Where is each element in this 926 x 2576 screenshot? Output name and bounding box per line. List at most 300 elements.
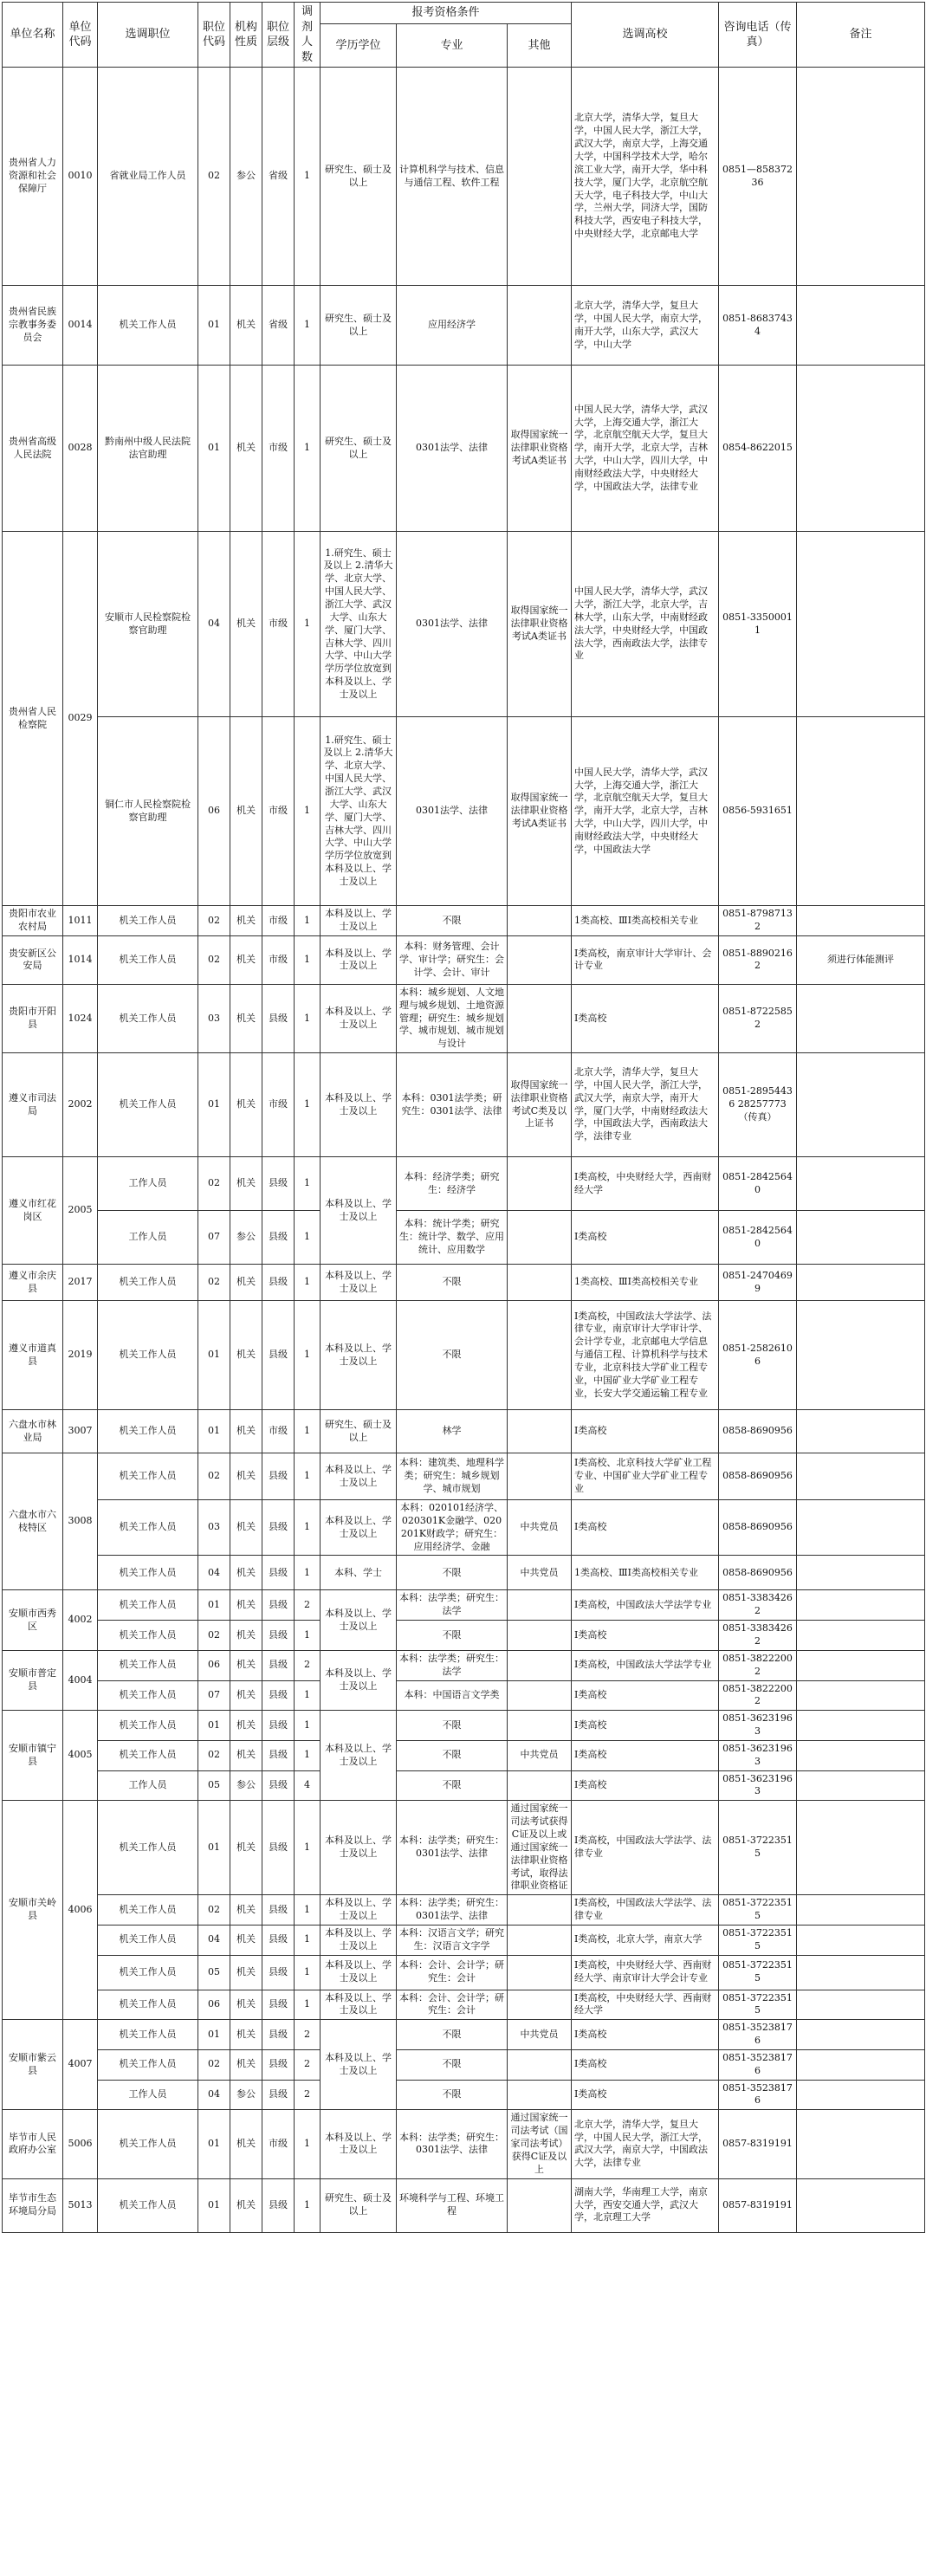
unit-code-cell: 4005 bbox=[63, 1711, 98, 1801]
other-condition-cell bbox=[508, 1211, 572, 1265]
phone-cell: 0851-37223515 bbox=[719, 1801, 797, 1895]
post-code-cell: 04 bbox=[198, 1556, 230, 1590]
schools-cell: I类高校，中央财经大学，西南财经大学 bbox=[572, 1157, 719, 1211]
phone-cell: 0858-8690956 bbox=[719, 1453, 797, 1500]
schools-cell: I类高校 bbox=[572, 1500, 719, 1556]
adjust-count-cell: 1 bbox=[295, 2110, 321, 2178]
unit-code-cell: 0029 bbox=[63, 532, 98, 906]
phone-cell: 0851-87225852 bbox=[719, 984, 797, 1052]
post-level-cell: 县级 bbox=[262, 1265, 295, 1301]
schools-cell: I类高校、北京科技大学矿业工程专业、中国矿业大学矿业工程专业 bbox=[572, 1453, 719, 1500]
post-code-cell: 06 bbox=[198, 1650, 230, 1680]
adjust-count-cell: 1 bbox=[295, 906, 321, 936]
unit-code-cell: 0014 bbox=[63, 286, 98, 366]
post-level-cell: 县级 bbox=[262, 2020, 295, 2050]
org-nature-cell: 参公 bbox=[230, 1770, 262, 1801]
schools-cell: I类高校，中国政法大学法学、法律专业 bbox=[572, 1895, 719, 1926]
org-nature-cell: 机关 bbox=[230, 1925, 262, 1955]
table-row bbox=[3, 1301, 925, 1410]
phone-cell: 0851-35238176 bbox=[719, 2080, 797, 2110]
unit-code-cell: 0028 bbox=[63, 366, 98, 532]
phone-cell: 0851-36231963 bbox=[719, 1740, 797, 1770]
remark-cell bbox=[797, 1990, 925, 2020]
post-name-cell: 机关工作人员 bbox=[98, 1711, 198, 1741]
major-cell: 本科：法学类；研究生：0301法学、法律 bbox=[397, 2110, 508, 2178]
phone-cell: 0858-8690956 bbox=[719, 1556, 797, 1590]
adjust-count-cell: 1 bbox=[295, 1453, 321, 1500]
post-code-cell: 02 bbox=[198, 1453, 230, 1500]
phone-cell: 0851-86837434 bbox=[719, 286, 797, 366]
education-cell: 本科及以上、学士及以上 bbox=[321, 1453, 397, 1500]
post-code-cell: 01 bbox=[198, 1801, 230, 1895]
adjust-count-cell: 1 bbox=[295, 68, 321, 286]
phone-cell: 0851-37223515 bbox=[719, 1895, 797, 1926]
table-row bbox=[3, 906, 925, 936]
remark-cell bbox=[797, 1556, 925, 1590]
header-other: 其他 bbox=[508, 24, 572, 68]
education-cell: 本科及以上、学士及以上 bbox=[321, 1650, 397, 1710]
post-code-cell: 02 bbox=[198, 2049, 230, 2080]
major-cell: 本科：经济学类；研究生：经济学 bbox=[397, 1157, 508, 1211]
post-name-cell: 机关工作人员 bbox=[98, 2110, 198, 2178]
other-condition-cell: 取得国家统一法律职业资格考试A类证书 bbox=[508, 366, 572, 532]
table-row bbox=[3, 68, 925, 286]
schools-cell: I类高校 bbox=[572, 1770, 719, 1801]
schools-cell: I类高校 bbox=[572, 1711, 719, 1741]
org-nature-cell: 机关 bbox=[230, 1301, 262, 1410]
phone-cell: 0858-8690956 bbox=[719, 1500, 797, 1556]
table-row bbox=[3, 1895, 925, 1926]
unit-code-cell: 2017 bbox=[63, 1265, 98, 1301]
post-code-cell: 04 bbox=[198, 532, 230, 717]
major-cell: 计算机科学与技术、信息与通信工程、软件工程 bbox=[397, 68, 508, 286]
education-cell: 研究生、硕士及以上 bbox=[321, 366, 397, 532]
unit-name-cell: 贵阳市开阳县 bbox=[3, 984, 63, 1052]
org-nature-cell: 机关 bbox=[230, 1157, 262, 1211]
adjust-count-cell: 1 bbox=[295, 1895, 321, 1926]
unit-code-cell: 4002 bbox=[63, 1590, 98, 1650]
education-cell: 本科及以上、学士及以上 bbox=[321, 1711, 397, 1801]
phone-cell: 0851-36231963 bbox=[719, 1711, 797, 1741]
remark-cell bbox=[797, 1895, 925, 1926]
remark-cell bbox=[797, 1500, 925, 1556]
education-cell: 本科及以上、学士及以上 bbox=[321, 1895, 397, 1926]
org-nature-cell: 机关 bbox=[230, 286, 262, 366]
education-cell: 研究生、硕士及以上 bbox=[321, 2178, 397, 2232]
unit-name-cell: 贵州省人力资源和社会保障厅 bbox=[3, 68, 63, 286]
org-nature-cell: 机关 bbox=[230, 1650, 262, 1680]
adjust-count-cell: 2 bbox=[295, 1590, 321, 1621]
unit-name-cell: 贵安新区公安局 bbox=[3, 935, 63, 984]
post-level-cell: 县级 bbox=[262, 2080, 295, 2110]
table-row bbox=[3, 1590, 925, 1621]
post-name-cell: 机关工作人员 bbox=[98, 1453, 198, 1500]
org-nature-cell: 机关 bbox=[230, 1265, 262, 1301]
remark-cell bbox=[797, 2020, 925, 2050]
post-code-cell: 01 bbox=[198, 286, 230, 366]
major-cell: 应用经济学 bbox=[397, 286, 508, 366]
schools-cell: 1类高校、ⅢI类高校相关专业 bbox=[572, 906, 719, 936]
post-level-cell: 市级 bbox=[262, 532, 295, 717]
post-code-cell: 01 bbox=[198, 2178, 230, 2232]
adjust-count-cell: 1 bbox=[295, 1621, 321, 1651]
unit-name-cell: 遵义市道真县 bbox=[3, 1301, 63, 1410]
schools-cell: I类高校 bbox=[572, 2049, 719, 2080]
unit-name-cell: 六盘水市六枝特区 bbox=[3, 1453, 63, 1590]
table-row bbox=[3, 2110, 925, 2178]
schools-cell: I类高校 bbox=[572, 2080, 719, 2110]
education-cell: 研究生、硕士及以上 bbox=[321, 286, 397, 366]
education-cell: 本科及以上、学士及以上 bbox=[321, 906, 397, 936]
post-name-cell: 机关工作人员 bbox=[98, 1895, 198, 1926]
org-nature-cell: 机关 bbox=[230, 1680, 262, 1711]
post-level-cell: 市级 bbox=[262, 1410, 295, 1453]
table-row bbox=[3, 1500, 925, 1556]
remark-cell: 须进行体能测评 bbox=[797, 935, 925, 984]
schools-cell: I类高校，南京审计大学审计、会计专业 bbox=[572, 935, 719, 984]
unit-code-cell: 0010 bbox=[63, 68, 98, 286]
phone-cell: 0851-28425640 bbox=[719, 1211, 797, 1265]
post-name-cell: 机关工作人员 bbox=[98, 286, 198, 366]
remark-cell bbox=[797, 1590, 925, 1621]
education-cell: 本科及以上、学士及以上 bbox=[321, 2020, 397, 2110]
adjust-count-cell: 1 bbox=[295, 1211, 321, 1265]
other-condition-cell bbox=[508, 1621, 572, 1651]
education-cell: 本科及以上、学士及以上 bbox=[321, 1265, 397, 1301]
org-nature-cell: 机关 bbox=[230, 984, 262, 1052]
remark-cell bbox=[797, 1211, 925, 1265]
schools-cell: I类高校 bbox=[572, 1621, 719, 1651]
header-code: 单位代码 bbox=[63, 3, 98, 68]
major-cell: 本科：统计学类；研究生：统计学、数学、应用统计、应用数学 bbox=[397, 1211, 508, 1265]
adjust-count-cell: 1 bbox=[295, 1680, 321, 1711]
education-cell: 本科及以上、学士及以上 bbox=[321, 2110, 397, 2178]
unit-name-cell: 毕节市人民政府办公室 bbox=[3, 2110, 63, 2178]
schools-cell: 1类高校、ⅢI类高校相关专业 bbox=[572, 1556, 719, 1590]
unit-name-cell: 贵州省人民检察院 bbox=[3, 532, 63, 906]
remark-cell bbox=[797, 2110, 925, 2178]
post-name-cell: 机关工作人员 bbox=[98, 2020, 198, 2050]
major-cell: 本科：法学类；研究生：法学 bbox=[397, 1590, 508, 1621]
adjust-count-cell: 1 bbox=[295, 984, 321, 1052]
other-condition-cell bbox=[508, 1895, 572, 1926]
other-condition-cell bbox=[508, 1711, 572, 1741]
major-cell: 本科：0301法学类；研究生：0301法学、法律 bbox=[397, 1053, 508, 1157]
post-name-cell: 机关工作人员 bbox=[98, 1410, 198, 1453]
major-cell: 本科：建筑类、地理科学类；研究生：城乡规划学、城市规划 bbox=[397, 1453, 508, 1500]
remark-cell bbox=[797, 1157, 925, 1211]
schools-cell: I类高校，中国政法大学法学专业 bbox=[572, 1650, 719, 1680]
post-name-cell: 机关工作人员 bbox=[98, 984, 198, 1052]
header-major: 专业 bbox=[397, 24, 508, 68]
unit-code-cell: 2005 bbox=[63, 1157, 98, 1265]
unit-code-cell: 3008 bbox=[63, 1453, 98, 1590]
post-code-cell: 01 bbox=[198, 1301, 230, 1410]
other-condition-cell: 取得国家统一法律职业资格考试C类及以上证书 bbox=[508, 1053, 572, 1157]
unit-code-cell: 1014 bbox=[63, 935, 98, 984]
table-row bbox=[3, 2080, 925, 2110]
adjust-count-cell: 1 bbox=[295, 286, 321, 366]
other-condition-cell: 取得国家统一法律职业资格考试A类证书 bbox=[508, 532, 572, 717]
major-cell: 不限 bbox=[397, 1770, 508, 1801]
other-condition-cell bbox=[508, 2178, 572, 2232]
org-nature-cell: 机关 bbox=[230, 717, 262, 906]
post-name-cell: 机关工作人员 bbox=[98, 1301, 198, 1410]
post-code-cell: 01 bbox=[198, 2020, 230, 2050]
schools-cell: I类高校，北京大学，南京大学 bbox=[572, 1925, 719, 1955]
remark-cell bbox=[797, 984, 925, 1052]
education-cell: 研究生、硕士及以上 bbox=[321, 1410, 397, 1453]
schools-cell: 北京大学，清华大学，复旦大学，中国人民大学，浙江大学，武汉大学，南京大学，上海交通大学，中国科学技术大学，哈尔滨工业大学，南开大学，华中科技大学，厦门大学，北京航空航天大学，电子科技大学，中山大学，兰州大学，同济大学，国防科技大学，西安电子科技大学，中央财经大学，北京邮电大学 bbox=[572, 68, 719, 286]
education-cell: 本科及以上、学士及以上 bbox=[321, 1925, 397, 1955]
other-condition-cell: 通过国家统一司法考试获得C证及以上或通过国家统一法律职业资格考试，取得法律职业资格证 bbox=[508, 1801, 572, 1895]
schools-cell: 中国人民大学，清华大学，武汉大学，浙江大学，北京大学，吉林大学，山东大学，中南财经政法大学，中央财经大学，中国政法大学，西南政法大学，法律专业 bbox=[572, 532, 719, 717]
adjust-count-cell: 1 bbox=[295, 366, 321, 532]
other-condition-cell bbox=[508, 1453, 572, 1500]
post-code-cell: 01 bbox=[198, 1711, 230, 1741]
post-name-cell: 安顺市人民检察院检察官助理 bbox=[98, 532, 198, 717]
major-cell: 不限 bbox=[397, 1301, 508, 1410]
other-condition-cell: 中共党员 bbox=[508, 1740, 572, 1770]
major-cell: 不限 bbox=[397, 2080, 508, 2110]
other-condition-cell bbox=[508, 1590, 572, 1621]
post-name-cell: 机关工作人员 bbox=[98, 1556, 198, 1590]
phone-cell: 0851-28425640 bbox=[719, 1157, 797, 1211]
schools-cell: I类高校，中国政法大学法学、法律专业，南京审计大学审计学、会计学专业，北京邮电大学信息与通信工程、计算机科学与技术专业，北京科技大学矿业工程专业，中国矿业大学矿业工程专业，长安大学交通运输工程专业 bbox=[572, 1301, 719, 1410]
table-row bbox=[3, 2020, 925, 2050]
education-cell: 本科及以上、学士及以上 bbox=[321, 935, 397, 984]
remark-cell bbox=[797, 1740, 925, 1770]
unit-name-cell: 安顺市普定县 bbox=[3, 1650, 63, 1710]
other-condition-cell bbox=[508, 1301, 572, 1410]
education-cell: 本科及以上、学士及以上 bbox=[321, 1053, 397, 1157]
org-nature-cell: 机关 bbox=[230, 1500, 262, 1556]
table-row bbox=[3, 1157, 925, 1211]
org-nature-cell: 机关 bbox=[230, 1590, 262, 1621]
post-level-cell: 县级 bbox=[262, 1990, 295, 2020]
table-row bbox=[3, 1925, 925, 1955]
education-cell: 本科及以上、学士及以上 bbox=[321, 1157, 397, 1265]
schools-cell: I类高校 bbox=[572, 1410, 719, 1453]
unit-name-cell: 毕节市生态环境局分局 bbox=[3, 2178, 63, 2232]
major-cell: 不限 bbox=[397, 1740, 508, 1770]
post-level-cell: 省级 bbox=[262, 68, 295, 286]
phone-cell: 0857-8319191 bbox=[719, 2110, 797, 2178]
adjust-count-cell: 2 bbox=[295, 1650, 321, 1680]
other-condition-cell bbox=[508, 1990, 572, 2020]
other-condition-cell bbox=[508, 935, 572, 984]
table-body bbox=[3, 68, 925, 2232]
adjust-count-cell: 1 bbox=[295, 1990, 321, 2020]
adjust-count-cell: 1 bbox=[295, 532, 321, 717]
org-nature-cell: 机关 bbox=[230, 1955, 262, 1990]
unit-code-cell: 5006 bbox=[63, 2110, 98, 2178]
table-row bbox=[3, 2049, 925, 2080]
table-row bbox=[3, 1680, 925, 1711]
other-condition-cell bbox=[508, 1955, 572, 1990]
adjust-count-cell: 2 bbox=[295, 2020, 321, 2050]
post-code-cell: 02 bbox=[198, 1895, 230, 1926]
major-cell: 本科：法学类；研究生：法学 bbox=[397, 1650, 508, 1680]
unit-code-cell: 2019 bbox=[63, 1301, 98, 1410]
adjust-count-cell: 1 bbox=[295, 935, 321, 984]
major-cell: 本科：城乡规划、人文地理与城乡规划、土地资源管理；研究生：城乡规划学、城市规划、城市规划与设计 bbox=[397, 984, 508, 1052]
other-condition-cell: 中共党员 bbox=[508, 2020, 572, 2050]
schools-cell: 北京大学，清华大学，复旦大学，中国人民大学，南京大学，南开大学，山东大学，武汉大学，中山大学 bbox=[572, 286, 719, 366]
org-nature-cell: 机关 bbox=[230, 1621, 262, 1651]
remark-cell bbox=[797, 286, 925, 366]
post-name-cell: 机关工作人员 bbox=[98, 1680, 198, 1711]
table-row bbox=[3, 1265, 925, 1301]
post-level-cell: 县级 bbox=[262, 1740, 295, 1770]
adjust-count-cell: 1 bbox=[295, 1740, 321, 1770]
post-code-cell: 05 bbox=[198, 1770, 230, 1801]
phone-cell: 0851-35238176 bbox=[719, 2020, 797, 2050]
phone-cell: 0854-8622015 bbox=[719, 366, 797, 532]
phone-cell: 0851-37223515 bbox=[719, 1925, 797, 1955]
phone-cell: 0851-88902162 bbox=[719, 935, 797, 984]
org-nature-cell: 机关 bbox=[230, 366, 262, 532]
unit-name-cell: 遵义市红花岗区 bbox=[3, 1157, 63, 1265]
other-condition-cell bbox=[508, 906, 572, 936]
major-cell: 本科：法学类；研究生：0301法学、法律 bbox=[397, 1801, 508, 1895]
table-row bbox=[3, 1621, 925, 1651]
education-cell: 1.研究生、硕士及以上 2.清华大学、北京大学、中国人民大学、浙江大学、武汉大学、山东大学、厦门大学、吉林大学、四川大学、中山大学学历学位放宽到本科及以上、学士及以上 bbox=[321, 532, 397, 717]
post-name-cell: 机关工作人员 bbox=[98, 2049, 198, 2080]
post-name-cell: 机关工作人员 bbox=[98, 906, 198, 936]
other-condition-cell: 中共党员 bbox=[508, 1500, 572, 1556]
org-nature-cell: 机关 bbox=[230, 1556, 262, 1590]
schools-cell: I类高校 bbox=[572, 1680, 719, 1711]
header-schools: 选调高校 bbox=[572, 3, 719, 68]
post-level-cell: 县级 bbox=[262, 1500, 295, 1556]
post-level-cell: 县级 bbox=[262, 984, 295, 1052]
org-nature-cell: 机关 bbox=[230, 2110, 262, 2178]
other-condition-cell bbox=[508, 1925, 572, 1955]
post-name-cell: 省就业局工作人员 bbox=[98, 68, 198, 286]
post-level-cell: 市级 bbox=[262, 1053, 295, 1157]
major-cell: 不限 bbox=[397, 1265, 508, 1301]
post-code-cell: 01 bbox=[198, 1053, 230, 1157]
table-row bbox=[3, 1211, 925, 1265]
other-condition-cell bbox=[508, 1680, 572, 1711]
remark-cell bbox=[797, 1410, 925, 1453]
post-name-cell: 机关工作人员 bbox=[98, 1650, 198, 1680]
post-level-cell: 市级 bbox=[262, 366, 295, 532]
schools-cell: I类高校，中央财经大学、西南财经大学 bbox=[572, 1990, 719, 2020]
header-count: 调剂人数 bbox=[295, 3, 321, 68]
table-row bbox=[3, 1410, 925, 1453]
major-cell: 0301法学、法律 bbox=[397, 366, 508, 532]
phone-cell: 0851-33834262 bbox=[719, 1621, 797, 1651]
post-name-cell: 黔南州中级人民法院法官助理 bbox=[98, 366, 198, 532]
remark-cell bbox=[797, 1770, 925, 1801]
header-phone: 咨询电话（传真） bbox=[719, 3, 797, 68]
table-row bbox=[3, 1556, 925, 1590]
unit-code-cell: 3007 bbox=[63, 1410, 98, 1453]
org-nature-cell: 机关 bbox=[230, 1711, 262, 1741]
schools-cell: 北京大学，清华大学，复旦大学，中国人民大学，浙江大学，武汉大学，南京大学，中国政法大学，法律专业 bbox=[572, 2110, 719, 2178]
post-level-cell: 县级 bbox=[262, 1711, 295, 1741]
header-conditions: 报考资格条件 bbox=[321, 3, 572, 24]
adjust-count-cell: 1 bbox=[295, 1801, 321, 1895]
header-remark: 备注 bbox=[797, 3, 925, 68]
adjust-count-cell: 2 bbox=[295, 2049, 321, 2080]
other-condition-cell bbox=[508, 2080, 572, 2110]
post-code-cell: 04 bbox=[198, 1925, 230, 1955]
recruitment-table bbox=[2, 2, 925, 2233]
post-level-cell: 省级 bbox=[262, 286, 295, 366]
post-name-cell: 机关工作人员 bbox=[98, 935, 198, 984]
post-name-cell: 机关工作人员 bbox=[98, 1621, 198, 1651]
schools-cell: I类高校，中央财经大学、西南财经大学、南京审计大学会计专业 bbox=[572, 1955, 719, 1990]
remark-cell bbox=[797, 1801, 925, 1895]
header-post-code: 职位代码 bbox=[198, 3, 230, 68]
schools-cell: I类高校，中国政法大学法学专业 bbox=[572, 1590, 719, 1621]
org-nature-cell: 机关 bbox=[230, 1410, 262, 1453]
header-org-nature: 机构性质 bbox=[230, 3, 262, 68]
phone-cell: 0851-33500011 bbox=[719, 532, 797, 717]
post-level-cell: 县级 bbox=[262, 1925, 295, 1955]
remark-cell bbox=[797, 1650, 925, 1680]
org-nature-cell: 机关 bbox=[230, 1801, 262, 1895]
org-nature-cell: 参公 bbox=[230, 1211, 262, 1265]
phone-cell: 0856-5931651 bbox=[719, 717, 797, 906]
table-row bbox=[3, 717, 925, 906]
unit-code-cell: 1024 bbox=[63, 984, 98, 1052]
major-cell: 不限 bbox=[397, 2020, 508, 2050]
table-row bbox=[3, 1650, 925, 1680]
major-cell: 本科：会计、会计学；研究生：会计 bbox=[397, 1955, 508, 1990]
unit-name-cell: 安顺市紫云县 bbox=[3, 2020, 63, 2110]
phone-cell: 0851-33834262 bbox=[719, 1590, 797, 1621]
post-level-cell: 市级 bbox=[262, 906, 295, 936]
table-row bbox=[3, 366, 925, 532]
adjust-count-cell: 1 bbox=[295, 1925, 321, 1955]
remark-cell bbox=[797, 1053, 925, 1157]
post-name-cell: 机关工作人员 bbox=[98, 1265, 198, 1301]
post-level-cell: 市级 bbox=[262, 717, 295, 906]
table-row bbox=[3, 1453, 925, 1500]
unit-name-cell: 安顺市镇宁县 bbox=[3, 1711, 63, 1801]
org-nature-cell: 机关 bbox=[230, 1453, 262, 1500]
org-nature-cell: 参公 bbox=[230, 2080, 262, 2110]
major-cell: 本科：会计、会计学；研究生：会计 bbox=[397, 1990, 508, 2020]
major-cell: 林学 bbox=[397, 1410, 508, 1453]
post-name-cell: 机关工作人员 bbox=[98, 1801, 198, 1895]
adjust-count-cell: 1 bbox=[295, 1265, 321, 1301]
phone-cell: 0851-38222002 bbox=[719, 1650, 797, 1680]
post-code-cell: 01 bbox=[198, 1590, 230, 1621]
education-cell: 本科及以上、学士及以上 bbox=[321, 1801, 397, 1895]
table-row bbox=[3, 1770, 925, 1801]
post-code-cell: 02 bbox=[198, 906, 230, 936]
post-level-cell: 县级 bbox=[262, 1650, 295, 1680]
post-code-cell: 06 bbox=[198, 717, 230, 906]
post-level-cell: 县级 bbox=[262, 1556, 295, 1590]
org-nature-cell: 机关 bbox=[230, 2020, 262, 2050]
post-level-cell: 县级 bbox=[262, 2049, 295, 2080]
remark-cell bbox=[797, 532, 925, 717]
other-condition-cell bbox=[508, 1770, 572, 1801]
table-row bbox=[3, 1990, 925, 2020]
table-row bbox=[3, 1955, 925, 1990]
phone-cell: 0851-25826106 bbox=[719, 1301, 797, 1410]
org-nature-cell: 参公 bbox=[230, 68, 262, 286]
adjust-count-cell: 1 bbox=[295, 2178, 321, 2232]
post-name-cell: 机关工作人员 bbox=[98, 1590, 198, 1621]
other-condition-cell bbox=[508, 68, 572, 286]
